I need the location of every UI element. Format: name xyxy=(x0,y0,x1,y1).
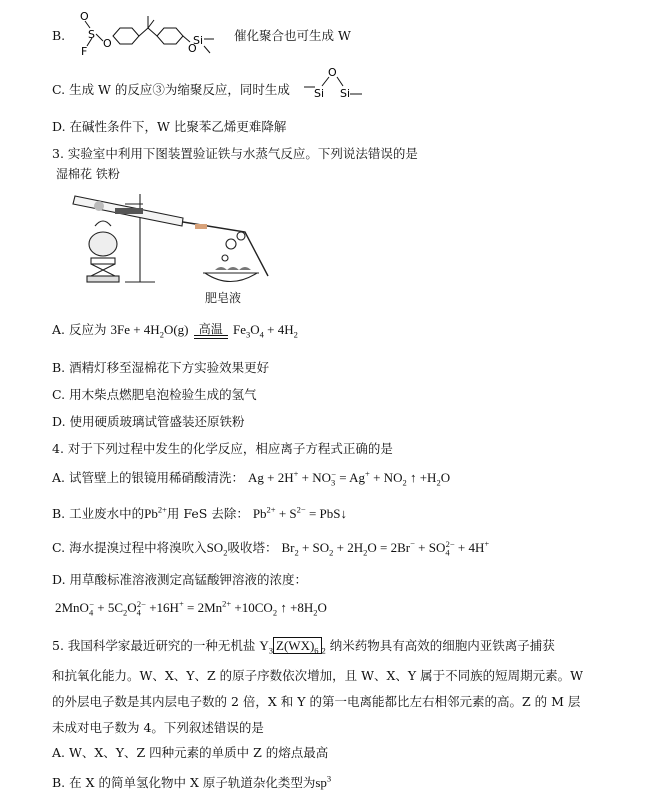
q2-b-o3: O xyxy=(188,42,197,55)
q3-stem: 3. 实验室中利用下图装置验证铁与水蒸气反应。下列说法错误的是 xyxy=(52,146,418,161)
q3-a-prefix: A. 反应为 xyxy=(52,322,107,337)
q2-option-c-text: C. 生成 W 的反应③为缩聚反应，同时生成 xyxy=(52,82,290,97)
q2-b-o2: O xyxy=(103,37,112,50)
q3-option-d: D. 使用硬质玻璃试管盛装还原铁粉 xyxy=(52,414,245,429)
q2-c-si1: Si xyxy=(314,87,325,100)
q3-figure-label-left: 湿棉花 铁粉 xyxy=(56,167,120,181)
q5-stem-line2: 和抗氧化能力。W、X、Y、Z 的原子序数依次增加，且 W、X、Y 属于不同族的短周期元素。W xyxy=(52,668,583,683)
q2-c-si2: Si xyxy=(340,87,351,100)
q5-stem-line3: 的外层电子数是其内层电子数的 2 倍，X 和 Y 的第一电离能都比左右相邻元素的高。Z 的 M 层 xyxy=(52,694,581,709)
q3-option-b: B. 酒精灯移至湿棉花下方实验效果更好 xyxy=(52,360,270,375)
q2-option-d-text: D. 在碱性条件下，W 比聚苯乙烯更难降解 xyxy=(52,119,287,134)
q4-option-b: B. 工业废水中的$Pb^{2+}$用 FeS 去除： $Pb^{2+} + S^{2-}$ = PbS↓ xyxy=(52,504,347,521)
q2-option-b-text: 催化聚合也可生成 W xyxy=(234,28,351,43)
q2-b-f: F xyxy=(81,45,88,58)
q2-b-o1: O xyxy=(80,10,89,23)
q5-option-a: A. W、X、Y、Z 四种元素的单质中 Z 的熔点最高 xyxy=(52,745,329,760)
q3-a-condition: 高温 xyxy=(198,322,223,337)
q3-a-equation: $3Fe + 4H_2O(g)$ 高温 $Fe_3O_4 + 4H_2$ xyxy=(110,322,298,340)
q5-stem-line4: 未成对电子数为 4。下列叙述错误的是 xyxy=(52,720,264,735)
q4-stem: 4. 对于下列过程中发生的化学反应，相应离子方程式正确的是 xyxy=(52,441,393,456)
q5-stem-line1: 5. 我国科学家最近研究的一种无机盐 $Y_3$ $Z(WX)_6$ $_2$ 纳米药物具有高效的细胞内亚铁离子捕获 xyxy=(52,638,555,656)
q2-c-o: O xyxy=(328,66,337,79)
q2-option-c-structure xyxy=(302,66,368,104)
q5-option-b: B. 在 X 的简单氢化物中 X 原子轨道杂化类型为$sp^3$ xyxy=(52,773,332,790)
q4-option-c: C. 海水提溴过程中将溴吹入$SO_2$吸收塔： $Br_2 + SO_2 + 2H_2O = 2Br^- + SO_4^{2-} + 4H^+$ xyxy=(52,538,490,558)
q2-option-b-label: B. xyxy=(52,28,66,43)
q2-b-s: S xyxy=(88,28,95,41)
q3-option-c: C. 用木柴点燃肥皂泡检验生成的氢气 xyxy=(52,387,257,402)
q2-option-b-structure xyxy=(68,8,233,60)
q2-b-si: Si xyxy=(193,34,204,47)
q5-formula: $Y_3$ $Z(WX)_6$ $_2$ xyxy=(259,638,326,656)
q4-d-equation: $2MnO_4^- + 5C_2O_4^{2-} +16H^+ = 2Mn^{2+} +10CO_2$ ↑ $+8H_2O$ xyxy=(55,598,327,618)
q4-option-a: A. 试管壁上的银镜用稀硝酸清洗： $Ag + 2H^+ + NO_3^- = Ag^+ + NO_2$ ↑ $+H_2O$ xyxy=(52,468,451,488)
q4-option-d: D. 用草酸标准溶液测定高锰酸钾溶液的浓度： xyxy=(52,572,308,587)
q3-apparatus-figure xyxy=(55,166,305,306)
q3-figure-label-soap: 肥皂液 xyxy=(205,291,242,305)
q3-option-a xyxy=(52,322,298,339)
q4-b-equation: $Pb^{2+} + S^{2-}$ = PbS↓ xyxy=(252,504,347,521)
q4-a-equation: $Ag + 2H^+ + NO_3^- = Ag^+ + NO_2$ ↑ $+H_2O$ xyxy=(247,468,451,488)
q4-c-equation: $Br_2 + SO_2 + 2H_2O = 2Br^- + SO_4^{2-} + 4H^+$ xyxy=(281,538,490,558)
